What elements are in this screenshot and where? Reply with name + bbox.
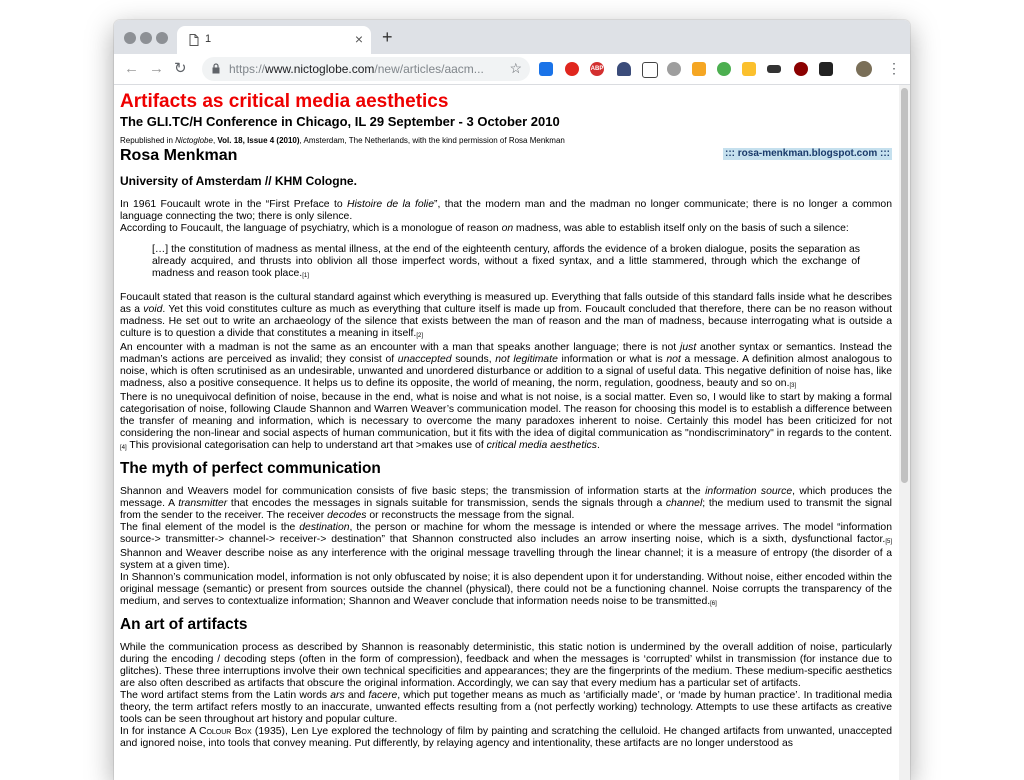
url-host: www.nictoglobe.com xyxy=(265,62,375,76)
paragraph: The final element of the model is the destination, the person or machine for whom the message is intended or where the message arrives. The model “information source-> transmitter-> channel-> receiver-> destination” that Shannon constructed also includes an arrow inserting noise, which is a sixth, dysfunctional factor.[5] Shannon and Weaver describe noise as any interference with the original message travelling through the linear channel; it is a measure of entropy (the disorder of a system at a given time). xyxy=(120,522,892,571)
republished-prefix: Republished in xyxy=(120,136,176,145)
footnote-link[interactable]: [2] xyxy=(416,333,423,339)
url-prefix: https:// xyxy=(229,62,266,76)
extension-opera-icon[interactable] xyxy=(565,62,579,76)
page-content xyxy=(114,85,899,780)
footnote-link[interactable]: [5] xyxy=(885,539,892,545)
close-window-button[interactable] xyxy=(124,32,136,44)
paragraph: Shannon and Weavers model for communication consists of five basic steps; the transmission of information starts at the information source, which produces the message. A transmitter that encodes the messages in signals suitable for transmission, sends the signals through a channel; the medium used to transmit the signal from the sender to the receiver. The receiver decodes or reconstructs the message from the signal. xyxy=(120,486,892,521)
url-path: /new/articles/aacm... xyxy=(374,62,484,76)
extension-blocks-icon[interactable] xyxy=(539,62,553,76)
affiliation: University of Amsterdam // KHM Cologne. xyxy=(120,174,357,188)
menu-icon[interactable]: ⋮ xyxy=(887,60,901,76)
browser-tab[interactable] xyxy=(177,26,371,54)
extension-d-icon[interactable] xyxy=(819,62,833,76)
conference-line: The GLI.TC/H Conference in Chicago, IL 29 September - 3 October 2010 xyxy=(120,114,560,129)
footnote-link[interactable]: [1] xyxy=(302,273,309,279)
section-heading: An art of artifacts xyxy=(120,616,248,633)
lock-icon xyxy=(212,63,220,74)
paragraph: An encounter with a madman is not the same as an encounter with a man that speaks another language; there is not just another syntax or semantics. Instead the madman’s actions are perceived as invalid; they consist of unaccepted sounds, not legitimate information or what is not a message. A definition almost analogous to noise, which is often scrutinised as an undesirable, unwanted and unordered disturbance or addition to a signal of useful data. This negative definition of noise has, like madness, also a positive consequence. It helps us to define its opposite, the world of meaning, the norm, regulation, goodness, beauty and so on.[3] xyxy=(120,342,892,389)
article xyxy=(120,91,892,750)
extension-globe-icon[interactable] xyxy=(667,62,681,76)
minimize-window-button[interactable] xyxy=(140,32,152,44)
scrollbar[interactable] xyxy=(899,85,910,780)
author-row xyxy=(120,146,892,166)
extension-chrome-icon[interactable] xyxy=(717,62,731,76)
extension-hand-icon[interactable] xyxy=(692,62,706,76)
paragraph: In Shannon’s communication model, information is not only obfuscated by noise; it is also dependent upon it for understanding. Without noise, either encoded within the original message (semantic) or present from sources outside the channel (physical), there could not be a functioning channel. Noise corrupts the transparency of the medium, and serves to contextualize information; Shannon and Weaver conclude that information needs noise to be transmitted.[6] xyxy=(120,572,892,607)
url-text[interactable] xyxy=(229,62,484,76)
title-bar xyxy=(114,20,910,54)
blockquote: […] the constitution of madness as mental illness, at the end of the eighteenth century, affords the evidence of a broken dialogue, posits the separation as already acquired, and thrusts into oblivion all those imperfect words, without a fixed syntax, and a little stammered, through which the exchange of madness and reason took place.[1] xyxy=(152,244,860,279)
scrollbar-thumb[interactable] xyxy=(901,88,908,483)
paragraph: While the communication process as described by Shannon is reasonably deterministic, this static notion is undermined by the overall addition of noise, particularly during the encoding / decoding steps (often in the form of compression), feedback and when the messages is ‘corrupted’ whilst in transmission (for instance due to glitches). These three interruptions involve their own technical specificities and appearances; they are the fingerprints of the medium. These medium-specific aesthetics are also often described as artifacts that obscure the original information. Accordingly, we can say that every medium has a particular set of artifacts. xyxy=(120,642,892,689)
publication-volume: Vol. 18, Issue 4 (2010) xyxy=(217,136,300,145)
new-tab-button[interactable]: + xyxy=(382,27,393,47)
republished-note: Republished in Nictoglobe, Vol. 18, Issue 4 (2010), Amsterdam, The Netherlands, with the kind permission of Rosa Menkman xyxy=(120,136,565,145)
footnote-link[interactable]: [4] xyxy=(120,445,127,451)
extension-ublock-icon[interactable] xyxy=(794,62,808,76)
publication-name: Nictoglobe xyxy=(175,136,213,145)
forward-icon[interactable]: → xyxy=(149,60,164,77)
maximize-window-button[interactable] xyxy=(156,32,168,44)
extension-adblock-icon[interactable]: ABP xyxy=(590,62,604,76)
address-bar[interactable] xyxy=(202,57,530,81)
back-icon[interactable]: ← xyxy=(124,60,139,77)
author-name: Rosa Menkman xyxy=(120,147,238,164)
paragraph: There is no unequivocal definition of noise, because in the end, what is noise and what is not noise, is a social matter. Even so, I would like to start by making a formal categorisation of noise, following Claude Shannon and Warren Weaver’s communication model. The reason for choosing this model is to establish a difference between the transfer of meaning and information, which is necessary to overcome the many paradoxes inherent to noise. Certainly this model has been criticized for not considering the non-linear and social aspects of human communication, but it fits with the idea of digital communication as "nondiscriminatory" in regards to the content.[4] This provisional categorisation can help to understand art that >makes use of critical media aesthetics. xyxy=(120,392,892,451)
tab-title: 1 xyxy=(205,33,212,45)
footnote-link[interactable]: [6] xyxy=(710,601,717,607)
bookmark-star-icon[interactable]: ☆ xyxy=(509,60,522,76)
paragraph: Foucault stated that reason is the cultural standard against which everything is measured up. Everything that falls outside of this standard falls inside what he describes as a void. Yet this void constitutes culture as much as everything that culture itself is made up from. Foucault concluded that therefore, there can be no reason without madness. He set out to write an archaeology of the silence that exists between the man of reason and the man of madness, because interrogating what is outside a culture is to question a divide that constitutes a meaning in itself.[2] xyxy=(120,292,892,339)
republished-suffix: , Amsterdam, The Netherlands, with the kind permission of Rosa Menkman xyxy=(299,136,565,145)
extension-note-icon[interactable] xyxy=(742,62,756,76)
paragraph: In 1961 Foucault wrote in the “First Preface to Histoire de la folie”, that the modern man and the madman no longer communicate; there is no longer a common language connecting the two; there is only silence. xyxy=(120,199,892,222)
paragraph: In for instance A Colour Box (1935), Len Lye explored the technology of film by painting and scratching the celluloid. He changed artifacts from unwanted, unaccepted and ignored noise, into tools that convey meaning. Put differently, by relaying agency and intentionality, these artifacts are no longer understood as xyxy=(120,726,892,749)
browser-window xyxy=(114,20,910,780)
profile-avatar[interactable] xyxy=(856,61,872,77)
extension-cube-icon[interactable] xyxy=(642,62,658,78)
paragraph: The word artifact stems from the Latin words ars and facere, which put together means as much as ‘artificially made’, or ‘made by human practice’. In traditional media theory, the term artifact refers mostly to an inaccurate, unwanted effects resulting from a (not perfectly working) technology. Attempts to use these artifacts as creative tools can be seen throughout art history and popular culture. xyxy=(120,690,892,725)
extension-glasses-icon[interactable] xyxy=(767,65,781,73)
blog-link[interactable]: ::: rosa-menkman.blogspot.com ::: xyxy=(724,148,890,159)
tab-close-icon[interactable]: × xyxy=(354,31,363,47)
extension-cloud-icon[interactable] xyxy=(617,62,631,76)
footnote-link[interactable]: [3] xyxy=(789,383,797,389)
document-icon xyxy=(189,34,199,46)
paragraph: According to Foucault, the language of psychiatry, which is a monologue of reason on madness, was able to establish itself only on the basis of such a silence: xyxy=(120,223,849,234)
section-heading: The myth of perfect communication xyxy=(120,460,381,477)
browser-toolbar xyxy=(114,54,910,85)
article-title: Artifacts as critical media aesthetics xyxy=(120,91,449,112)
reload-icon[interactable]: ↻ xyxy=(174,60,187,77)
